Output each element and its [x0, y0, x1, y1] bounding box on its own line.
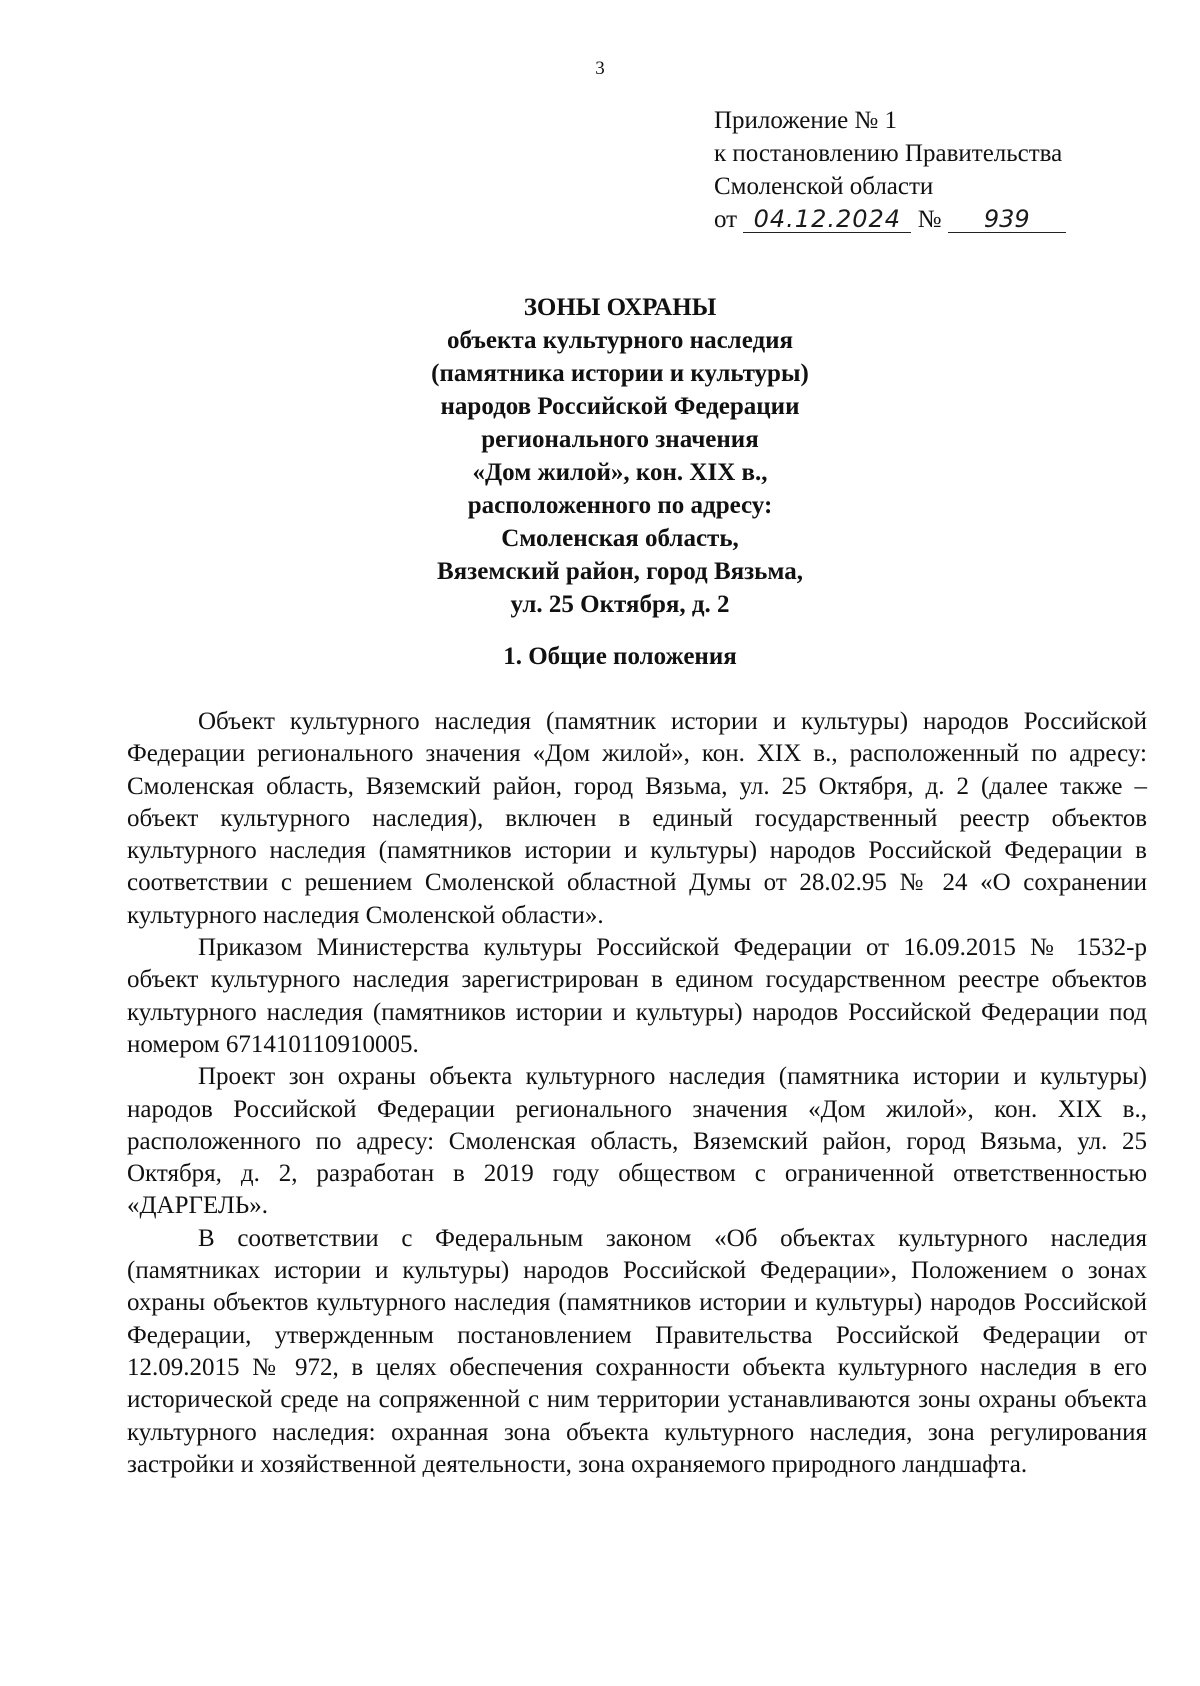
title-line: «Дом жилой», кон. XIX в., — [472, 459, 768, 486]
body-text — [127, 706, 1147, 1481]
paragraph: Объект культурного наследия (памятник истории и культуры) народов Российской Федерации регионального значения «Дом жилой», кон. XIX в., расположенный по адресу: Смоленская область, Вяземский район, город Вязьма, ул. 25 Октября, д. 2 (далее также – объект культурного наследия), включен в единый государственный реестр объектов культурного наследия (памятников истории и культуры) народов Российской Федерации в соответствии с решением Смоленской областной Думы от 28.02.95 № 24 «О сохранении культурного наследия Смоленской области». — [127, 708, 1147, 929]
paragraph: Приказом Министерства культуры Российской Федерации от 16.09.2015 № 1532-р объект культурного наследия зарегистрирован в едином государственном реестре объектов культурного наследия (памятников истории и культуры) народов Российской Федерации под номером 671410110910005. — [127, 934, 1147, 1058]
title-line: народов Российской Федерации — [440, 393, 800, 420]
title-line: объекта культурного наследия — [446, 327, 794, 354]
handwritten-date: 04.12.2024 — [743, 206, 911, 233]
title-line: ул. 25 Октября, д. 2 — [510, 591, 730, 618]
appendix-date-number-line — [714, 203, 1066, 236]
document-title — [0, 291, 1200, 621]
appendix-block — [714, 104, 1066, 236]
title-line: ЗОНЫ ОХРАНЫ — [523, 294, 717, 321]
handwritten-number: 939 — [948, 206, 1066, 233]
paragraph: Проект зон охраны объекта культурного наследия (памятника истории и культуры) народов Российской Федерации регионального значения «Дом жилой», кон. XIX в., расположенного по адресу: Смоленская область, Вяземский район, город Вязьма, ул. 25 Октября, д. 2, разработан в 2019 году обществом с ограниченной ответственностью «ДАРГЕЛЬ». — [127, 1063, 1147, 1220]
appendix-title: Приложение № 1 — [714, 107, 898, 134]
appendix-resolution-line: к постановлению Правительства — [714, 140, 1063, 167]
title-line: регионального значения — [481, 426, 759, 453]
section-heading: 1. Общие положения — [503, 643, 737, 670]
title-line: расположенного по адресу: — [467, 492, 773, 519]
title-line: (памятника истории и культуры) — [431, 360, 809, 387]
paragraph: В соответствии с Федеральным законом «Об объектах культурного наследия (памятниках истории и культуры) народов Российской Федерации», Положением о зонах охраны объектов культурного наследия (памятников истории и культуры) народов Российской Федерации, утвержденным постановлением Правительства Российской Федерации от 12.09.2015 № 972, в целях обеспечения сохранности объекта культурного наследия в его исторической среде на сопряженной с ним территории устанавливаются зоны охраны объекта культурного наследия: охранная зона объекта культурного наследия, зона регулирования застройки и хозяйственной деятельности, зона охраняемого природного ландшафта. — [127, 1224, 1147, 1478]
page-number: 3 — [595, 58, 605, 79]
title-line: Вяземский район, город Вязьма, — [436, 558, 804, 585]
appendix-region-line: Смоленской области — [714, 173, 934, 200]
date-prefix: от — [714, 206, 738, 233]
number-prefix: № — [917, 206, 942, 233]
title-line: Смоленская область, — [501, 525, 739, 552]
